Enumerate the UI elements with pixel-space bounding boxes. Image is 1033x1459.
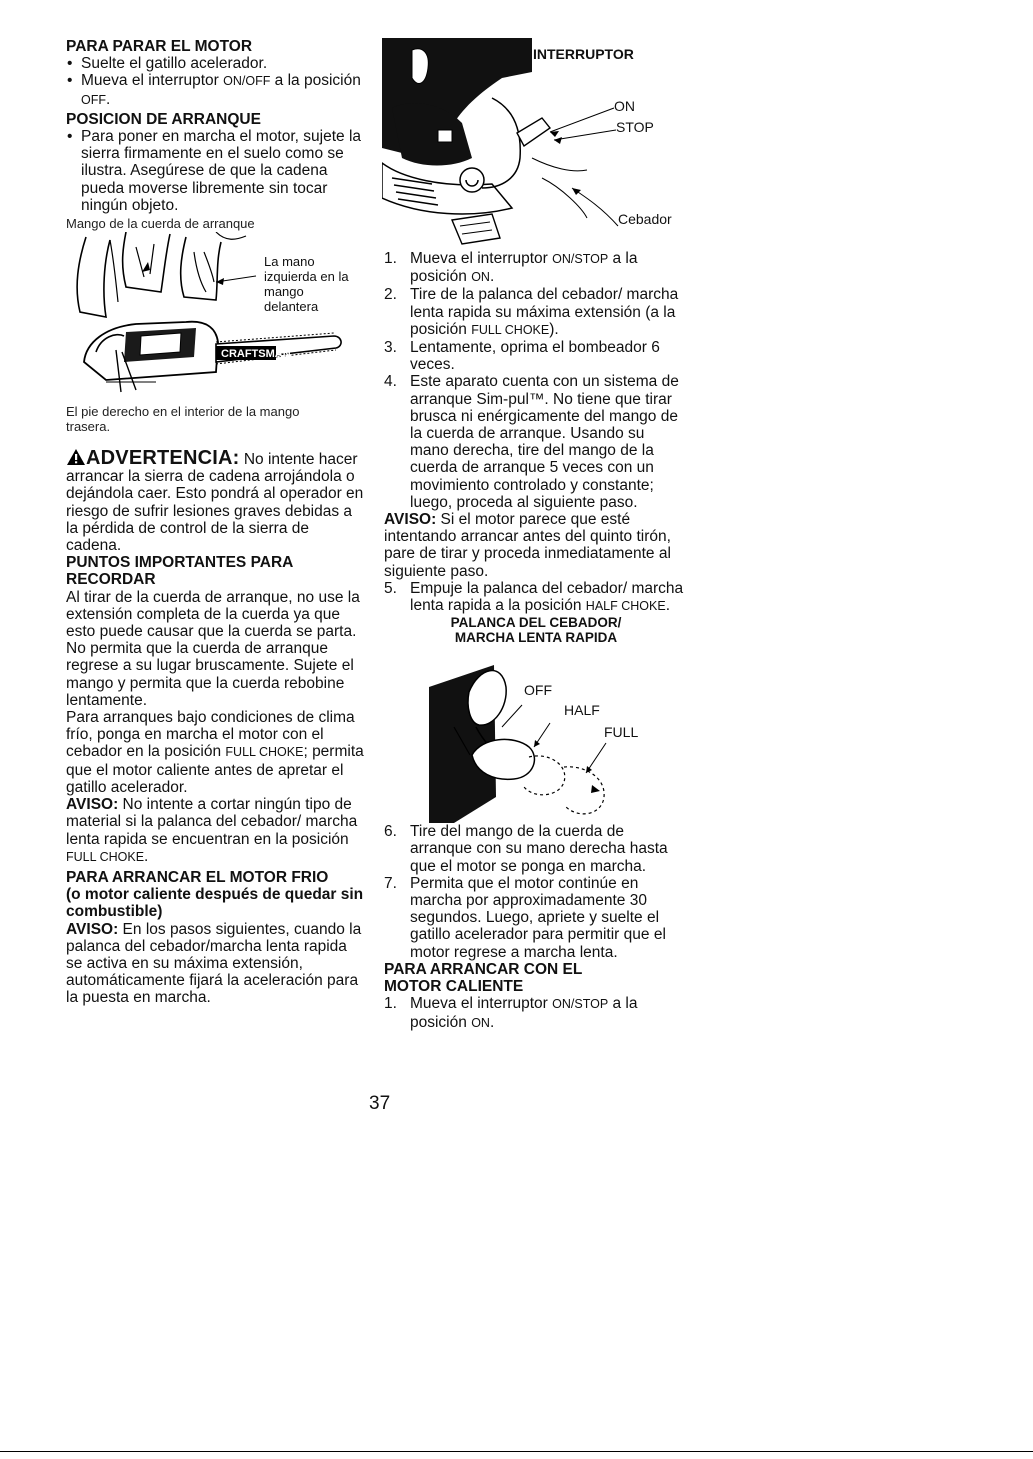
text-run: ON <box>471 1015 490 1030</box>
text-run: En los pasos siguientes, cuando la palanca del cebador/marcha lenta rapida se activa en su máxima extensión, automáticamente fijará la aceleración para la puesta en marcha. <box>66 920 362 1007</box>
text-run: Permita que el motor continúe en marcha por approximadamente 30 segundos. Luego, apriete y suelte el gatillo acelerador para permitir que el motor regrese a marcha lenta. <box>410 874 666 961</box>
start-position-heading: POSICION DE ARRANQUE <box>66 110 261 128</box>
figure-label-on: ON <box>614 98 635 114</box>
stop-bullet-1: • Suelte el gatillo acelerador. <box>66 55 366 72</box>
choke-figure-title <box>436 615 636 645</box>
text-run: . <box>106 90 111 108</box>
step-number: 1. <box>384 995 397 1013</box>
text-run: ON/STOP <box>552 252 609 266</box>
text-run: HALF CHOKE <box>585 599 666 614</box>
aviso-1 <box>66 796 366 866</box>
text-run: ). <box>549 320 559 338</box>
step-number: 5. <box>384 579 397 597</box>
text-run: OFF <box>81 92 106 107</box>
text-run: No intente a cortar ningún tipo de material si la palanca del cebador/ marcha lenta rapida se encuentran en la posición <box>66 796 358 848</box>
text-run: Lentamente, oprima el bombeador 6 veces. <box>410 339 660 374</box>
step-3 <box>384 339 684 373</box>
choke-label-off: OFF <box>524 682 552 699</box>
step-1 <box>384 250 684 286</box>
text-run: ; permita que el motor caliente antes de apretar el gatillo acelerador. <box>66 743 364 796</box>
stop-bullet-2 <box>66 72 366 108</box>
step-2 <box>384 286 684 339</box>
aviso-label: AVISO: <box>66 920 119 938</box>
text-run: Para arranques bajo condiciones de clima frío, ponga en marcha el motor con el cebador en la posición <box>66 709 355 761</box>
text-run: a la posición <box>270 72 361 90</box>
text-run: ON/STOP <box>552 997 609 1012</box>
right-column <box>384 38 684 1032</box>
text-run: ON/OFF <box>223 74 271 89</box>
warning-title: ADVERTENCIA: <box>86 447 240 470</box>
text-run: . <box>489 268 495 286</box>
text-run: FULL CHOKE <box>225 745 304 760</box>
step-number: 4. <box>384 373 397 391</box>
step-number: 7. <box>384 874 397 892</box>
figure-label-interruptor: INTERRUPTOR <box>533 46 634 62</box>
warm-start-heading-1: PARA ARRANCAR CON EL <box>384 960 583 978</box>
bottom-rule <box>0 1451 1033 1452</box>
start-position-figure <box>66 216 366 404</box>
text-run: FULL CHOKE <box>471 322 550 337</box>
stop-heading: PARA PARAR EL MOTOR <box>66 38 253 55</box>
text-run: FULL CHOKE <box>66 849 145 864</box>
figure-label-stop: STOP <box>616 119 654 135</box>
cold-start-subheading: (o motor caliente después de quedar sin combustible) <box>66 886 364 921</box>
step-number: 2. <box>384 286 397 304</box>
figure-caption-top: Mango de la cuerda de arranque <box>66 216 255 232</box>
aviso-label: AVISO: <box>66 796 119 814</box>
step-number: 6. <box>384 823 397 841</box>
start-position-bullet: • Para poner en marcha el motor, sujete la sierra firmamente en el suelo como se ilustra. Asegúrese de que la cadena pueda moverse libremente sin tocar ningún objeto. <box>66 128 366 214</box>
text-run: a la posición <box>410 995 638 1031</box>
figure-caption-foot: El pie derecho en el interior de la mango trasera. <box>66 404 300 435</box>
warning-triangle-icon <box>66 451 86 468</box>
aviso-2 <box>66 921 366 1007</box>
cold-start-heading: PARA ARRANCAR EL MOTOR FRIO <box>66 868 329 886</box>
aviso-3 <box>384 511 684 580</box>
text-run: Tire del mango de la cuerda de arranque con su mano derecha hasta que el motor se ponga en marcha. <box>410 823 668 875</box>
text-run: Este aparato cuenta con un sistema de arranque Sim-pul™. No tiene que tirar brusca ni enérgicamente del mango de la cuerda de arranque. Usando su mano derecha, tire del mango de la cuerda de arranque 5 veces con un movimiento controlado y constante; luego, proceda al siguiente paso. <box>410 373 679 511</box>
text-run: Mueva el interruptor <box>410 995 553 1013</box>
left-column <box>66 38 366 1007</box>
choke-lever-illustration <box>384 647 684 823</box>
craftsman-brand-text: CRAFTSMAN <box>221 348 291 361</box>
figure-caption-hand: La mano izquierda en la mango delantera <box>264 254 349 315</box>
text-run: Mueva el interruptor <box>81 72 224 90</box>
choke-lever-figure <box>384 615 684 823</box>
aviso-label: AVISO: <box>384 511 437 529</box>
points-heading: PUNTOS IMPORTANTES PARA RECORDAR <box>66 554 293 589</box>
text-run: Tire de la palanca del cebador/ marcha lenta rapida su máxima extensión (a la posición <box>410 286 679 338</box>
step-7 <box>384 875 684 961</box>
step-5 <box>384 580 684 615</box>
warm-step-1 <box>384 995 684 1031</box>
step-number: 3. <box>384 339 397 357</box>
warm-start-heading-2: MOTOR CALIENTE <box>384 978 524 996</box>
text-run: Si el motor parece que esté intentando arrancar antes del quinto tirón, pare de tirar y proceda inmediatamente al siguiente paso. <box>384 511 671 580</box>
text-run: . <box>665 597 670 615</box>
points-paragraph-1: Al tirar de la cuerda de arranque, no use la extensión completa de la cuerda ya que esto puede causar que la cuerda se parta. No permita que la cuerda de arranque regrese a su lugar bruscamente. Sujete el mango y permita que la cuerda rebobine lentamente. <box>66 588 360 709</box>
warning-text: No intente hacer arrancar la sierra de cadena arrojándola o dejándola caer. Esto pondrá al operador en riesgo de sufrir lesiones graves debidas a la pérdida de control de la sierra de cadena. <box>66 451 364 555</box>
warning-paragraph <box>66 448 366 554</box>
choke-label-half: HALF <box>564 702 600 719</box>
text-run: ON <box>471 270 490 285</box>
choke-title-line-2: MARCHA LENTA RAPIDA <box>454 630 618 646</box>
step-6 <box>384 823 684 875</box>
text-run: . <box>489 1013 495 1031</box>
switch-figure <box>382 38 684 250</box>
text-run: Mueva el interruptor <box>410 250 553 267</box>
figure-label-cebador: Cebador <box>618 211 672 227</box>
page-number: 37 <box>369 1093 391 1114</box>
text-run: Empuje la palanca del cebador/ marcha lenta rapida a la posición <box>410 579 684 615</box>
choke-title-line-1: PALANCA DEL CEBADOR/ <box>450 615 622 631</box>
text-run: a la posición <box>410 250 638 286</box>
points-paragraph-2 <box>66 709 366 796</box>
step-number: 1. <box>384 250 397 267</box>
text-run: . <box>144 847 149 865</box>
choke-label-full: FULL <box>604 724 639 741</box>
step-4 <box>384 373 684 511</box>
